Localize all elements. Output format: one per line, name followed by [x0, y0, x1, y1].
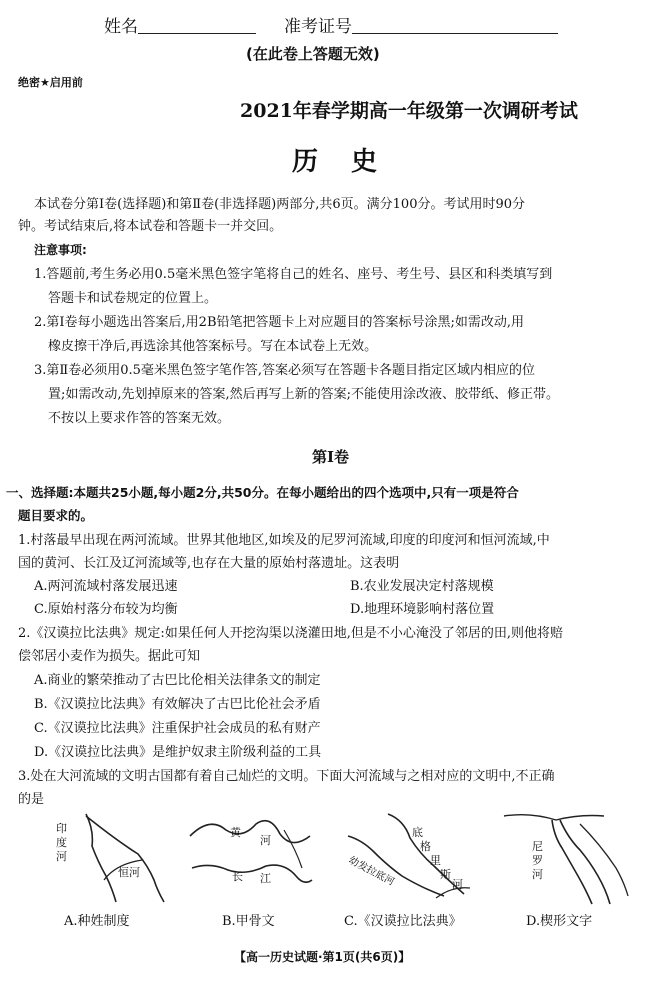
notice-title: 注意事项: — [34, 243, 87, 257]
map-nile — [500, 810, 632, 906]
question-2-stem: 偿邻居小麦作为损失。据此可知 — [18, 649, 201, 664]
map-label: 度 — [56, 836, 67, 849]
notice-line: 不按以上要求作答的答案无效。 — [48, 411, 231, 426]
map-label: 江 — [260, 872, 271, 885]
section-instruction: 题目要求的。 — [18, 508, 94, 523]
section-instruction: 一、选择题:本题共25小题,每小题2分,共50分。在每小题给出的四个选项中,只有一项是符合 — [6, 485, 519, 500]
yellow-river — [190, 821, 310, 843]
question-1-option-d: D.地理环境影响村落位置 — [350, 602, 495, 617]
map-label: 河 — [452, 878, 463, 891]
question-2-stem: 2.《汉谟拉比法典》规定:如果任何人开挖沟渠以浇灌田地,但是不小心淹没了邻居的田,则他将赔 — [18, 626, 564, 641]
exam-number-field — [284, 12, 558, 37]
question-3-option-c: C.《汉谟拉比法典》 — [344, 914, 462, 929]
china-coast — [284, 830, 302, 868]
name-label: 姓名 — [104, 17, 138, 37]
nile-river-west — [552, 820, 592, 904]
map-mesopotamia — [340, 810, 480, 906]
notice-line: 置;如需改动,先划掉原来的答案,然后再写上新的答案;不能使用涂改液、胶带纸、修正带。 — [48, 387, 560, 402]
map-label: 尼 — [532, 840, 543, 853]
question-2-option: B.《汉谟拉比法典》有效解决了古巴比伦社会矛盾 — [34, 697, 321, 712]
notice-line: 橡皮擦干净后,再选涂其他答案标号。写在本试卷上无效。 — [48, 339, 378, 354]
exam-number-blank — [352, 17, 558, 34]
map-label: 幼发拉底河 — [346, 854, 396, 889]
mediterranean-coast — [504, 815, 604, 820]
notice-line: 答题卡和试卷规定的位置上。 — [48, 291, 218, 306]
question-3-option-a: A.种姓制度 — [64, 914, 130, 929]
map-label: 长 — [232, 870, 243, 883]
question-2-option: D.《汉谟拉比法典》是维护奴隶主阶级利益的工具 — [34, 745, 322, 760]
exam-number-label: 准考证号 — [284, 17, 352, 37]
map-china — [184, 810, 316, 906]
map-india — [46, 810, 168, 906]
intro-line: 本试卷分第Ⅰ卷(选择题)和第Ⅱ卷(非选择题)两部分,共6页。满分100分。考试用时90分 — [34, 197, 526, 212]
map-label: 格 — [420, 840, 431, 853]
map-label: 里 — [430, 854, 441, 867]
page-footer: 【高一历史试题·第1页(共6页)】 — [234, 950, 411, 964]
question-1-stem: 国的黄河、长江及辽河流域等,也存在大量的原始村落遗址。这表明 — [18, 556, 400, 571]
map-label: 印 — [56, 822, 67, 835]
question-2-option: C.《汉谟拉比法典》注重保护社会成员的私有财产 — [34, 721, 321, 736]
question-3-stem: 的是 — [18, 792, 45, 807]
notice-line: 3.第Ⅱ卷必须用0.5毫米黑色签字笔作答,答案必须写在答题卡各题目指定区域内相应的位 — [34, 363, 536, 378]
part-title: 第Ⅰ卷 — [312, 448, 350, 466]
notice-line: 1.答题前,考生务必用0.5毫米黑色签字笔将自己的姓名、座号、考生号、县区和科类填写到 — [34, 267, 553, 282]
map-label: 底 — [412, 826, 423, 839]
question-1-stem: 1.村落最早出现在两河流域。世界其他地区,如埃及的尼罗河流域,印度的印度河和恒河流域,中 — [18, 533, 550, 548]
map-label: 斯 — [440, 868, 451, 881]
map-label: 恒河 — [118, 866, 140, 879]
name-blank — [138, 17, 256, 34]
question-3-stem: 3.处在大河流域的文明古国都有着自己灿烂的文明。下面大河流域与之相对应的文明中,不正确 — [18, 769, 555, 784]
question-1-option-a: A.两河流域村落发展迅速 — [34, 579, 178, 594]
question-1-option-b: B.农业发展决定村落规模 — [350, 579, 494, 594]
notice-line: 2.第Ⅰ卷每小题选出答案后,用2B铅笔把答题卡上对应题目的答案标号涂黑;如需改动,用 — [34, 315, 525, 330]
question-3-option-b: B.甲骨文 — [222, 914, 275, 929]
question-3-option-d: D.楔形文字 — [526, 914, 593, 929]
map-label: 河 — [532, 868, 543, 881]
map-label: 河 — [260, 834, 271, 847]
nile-river-east — [560, 820, 610, 904]
map-label: 河 — [56, 850, 67, 863]
map-label: 黄 — [230, 826, 241, 839]
yangtze-river — [192, 865, 312, 882]
intro-line: 钟。考试结束后,将本试卷和答题卡一并交回。 — [18, 219, 283, 234]
secret-mark: 绝密★启用前 — [18, 76, 83, 89]
name-field — [104, 12, 256, 37]
exam-title: 2021年春学期高一年级第一次调研考试 — [240, 100, 578, 122]
subject-title: 历 史 — [292, 147, 390, 177]
question-2-option: A.商业的繁荣推动了古巴比伦相关法律条文的制定 — [34, 673, 321, 688]
question-1-option-c: C.原始村落分布较为均衡 — [34, 602, 178, 617]
map-label: 罗 — [532, 854, 543, 867]
invalid-note: (在此卷上答题无效) — [246, 45, 380, 63]
